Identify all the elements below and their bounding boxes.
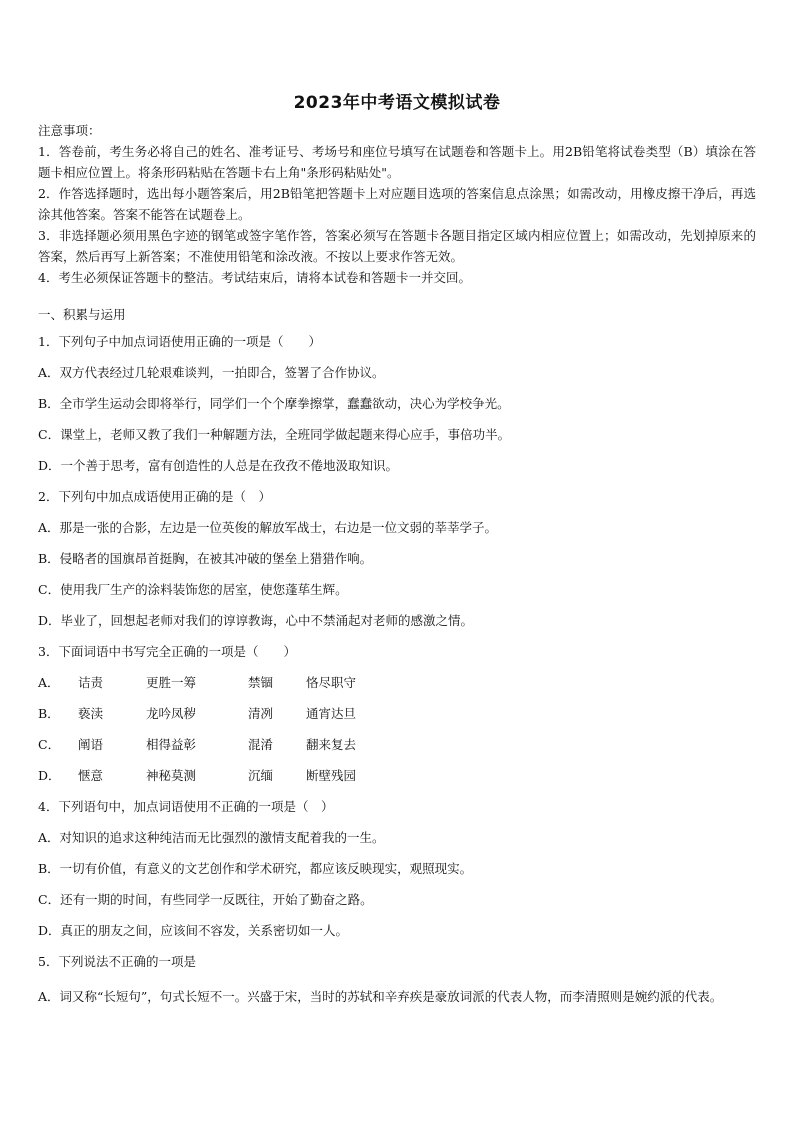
option-word: 惬意 [78,768,104,783]
question-stem-4: 4．下列语句中，加点词语使用不正确的一项是（ ） [38,799,334,814]
notice-block [38,120,756,288]
question-2-option-b: B．侵略者的国旗昂首挺胸，在被其冲破的堡垒上猎猎作响。 [38,551,373,566]
question-1-option-b: B．全市学生运动会即将举行，同学们一个个摩拳擦掌，蠢蠢欲动，决心为学校争光。 [38,396,510,411]
notice-heading: 注意事项： [38,123,101,138]
notice-item-2: 2．作答选择题时，选出每小题答案后，用2B铅笔把答题卡上对应题目选项的答案信息点涂黑；如需改动，用橡皮擦干净后，再选涂其他答案。答案不能答在试题卷上。 [38,186,756,222]
question-3-option-d [38,764,758,795]
option-word: 神秘莫测 [146,768,197,783]
option-letter: B． [38,706,60,721]
question-1-option-c: C．课堂上，老师又教了我们一种解题方法，全班同学做起题来得心应手，事倍功半。 [38,427,511,442]
question-2-option-d: D．毕业了，回想起老师对我们的谆谆教诲，心中不禁涌起对老师的感激之情。 [38,613,474,628]
question-2-option-a: A．那是一张的合影，左边是一位英俊的解放军战士，右边是一位文弱的莘莘学子。 [38,520,498,535]
question-3-option-c [38,733,758,764]
option-word: 断壁残园 [306,768,357,783]
notice-item-1: 1．答卷前，考生务必将自己的姓名、准考证号、考场号和座位号填写在试题卷和答题卡上。用2B铅笔将试卷类型（B）填涂在答题卡相应位置上。将条形码粘贴在答题卡右上角"条形码粘贴处"。 [38,144,756,180]
question-4-option-d: D．真正的朋友之间，应该间不容发，关系密切如一人。 [38,923,349,938]
option-word: 清冽 [248,706,274,721]
question-4-option-c: C．还有一期的时间，有些同学一反既往，开始了勤奋之路。 [38,892,373,907]
question-stem-3: 3．下面词语中书写完全正确的一项是（ ） [38,644,296,659]
question-4-option-b: B．一切有价值，有意义的文艺创作和学术研究，都应该反映现实，观照现实。 [38,861,473,876]
option-word: 相得益彰 [146,737,197,752]
question-5-option-a: A．词又称“长短句”，句式长短不一。兴盛于宋，当时的苏轼和辛弃疾是豪放词派的代表人物，而李清照则是婉约派的代表。 [38,989,723,1004]
notice-item-4: 4．考生必须保证答题卡的整洁。考试结束后，请将本试卷和答题卡一并交回。 [38,270,471,285]
section-heading: 一、积累与运用 [38,307,126,322]
option-word: 翻来复去 [306,737,357,752]
option-word: 诘责 [78,675,104,690]
option-word: 阐语 [78,737,104,752]
option-letter: A． [38,675,60,690]
option-word: 沉缅 [248,768,274,783]
questions [38,330,758,1012]
option-word: 更胜一筹 [146,675,197,690]
option-word: 禁锢 [248,675,274,690]
question-1-option-a: A．双方代表经过几轮艰难谈判，一拍即合，签署了合作协议。 [38,365,385,380]
question-3-option-b [38,702,758,733]
option-word: 恪尽职守 [306,675,357,690]
question-stem-2: 2．下列句中加点成语使用正确的是（ ） [38,489,271,504]
option-word: 亵渎 [78,706,104,721]
question-3-option-a [38,671,758,702]
question-stem-5: 5．下列说法不正确的一项是 [38,954,196,969]
question-2-option-c: C．使用我厂生产的涂料装饰您的居室，使您蓬荜生辉。 [38,582,348,597]
question-1-option-d: D．一个善于思考，富有创造性的人总是在孜孜不倦地汲取知识。 [38,458,399,473]
exam-title: 2023年中考语文模拟试卷 [293,93,501,113]
option-letter: D． [38,768,61,783]
question-stem-1: 1．下列句子中加点词语使用正确的一项是（ ） [38,334,321,349]
option-letter: C． [38,737,61,752]
option-word: 通宵达旦 [306,706,357,721]
option-word: 龙吟凤秽 [146,706,197,721]
question-4-option-a: A．对知识的追求这种纯洁而无比强烈的激情支配着我的一生。 [38,830,385,845]
option-word: 混淆 [248,737,274,752]
notice-item-3: 3．非选择题必须用黑色字迹的钢笔或签字笔作答，答案必须写在答题卡各题目指定区域内相应位置上；如需改动，先划掉原来的答案，然后再写上新答案；不准使用铅笔和涂改液。不按以上要求作答无效。 [38,228,756,264]
